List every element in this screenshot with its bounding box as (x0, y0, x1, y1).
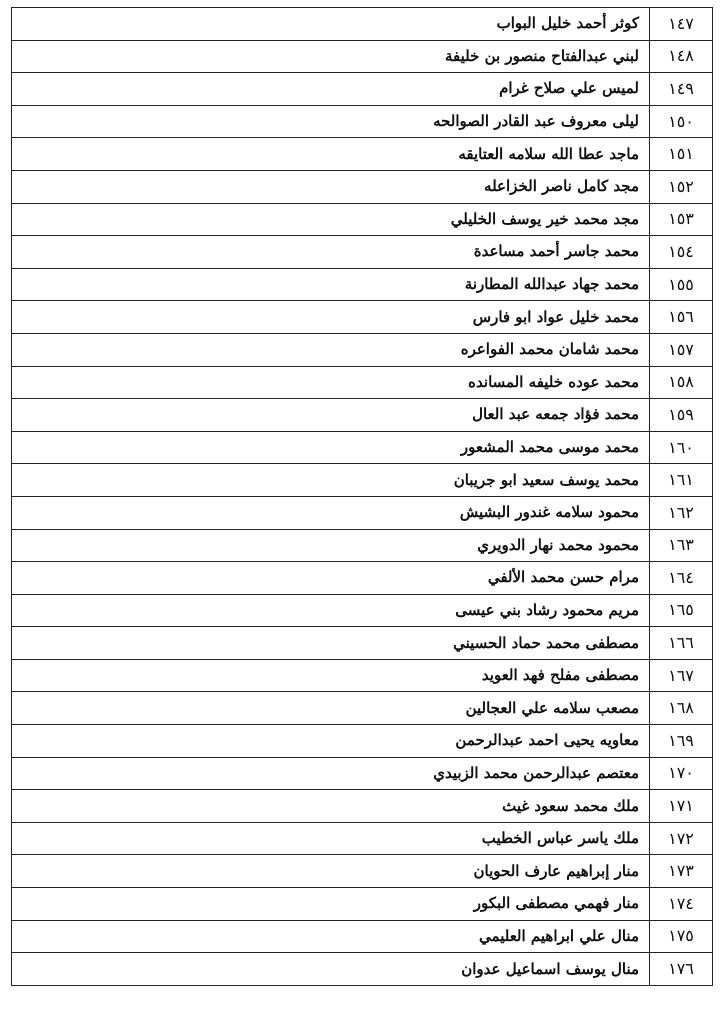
row-number: ١٧٤ (650, 888, 713, 921)
table-row (12, 692, 713, 725)
person-name: ملك ياسر عباس الخطيب (12, 822, 650, 855)
person-name: ماجد عطا الله سلامه العتايقه (12, 138, 650, 171)
person-name: لبني عبدالفتاح منصور بن خليفة (12, 40, 650, 73)
person-name: ملك محمد سعود غيث (12, 790, 650, 823)
table-row (12, 203, 713, 236)
table-row (12, 725, 713, 758)
row-number: ١٤٩ (650, 73, 713, 106)
person-name: محمود محمد نهار الدويري (12, 529, 650, 562)
row-number: ١٦١ (650, 464, 713, 497)
table-row (12, 105, 713, 138)
person-name: محمد خليل عواد ابو فارس (12, 301, 650, 334)
table-row (12, 953, 713, 986)
table-row (12, 496, 713, 529)
table-row (12, 40, 713, 73)
row-number: ١٧٢ (650, 822, 713, 855)
row-number: ١٧٦ (650, 953, 713, 986)
person-name: محمد جاسر أحمد مساعدة (12, 236, 650, 269)
row-number: ١٧٣ (650, 855, 713, 888)
row-number: ١٥١ (650, 138, 713, 171)
table-row (12, 888, 713, 921)
person-name: مرام حسن محمد الألفي (12, 562, 650, 595)
names-table (11, 7, 713, 986)
person-name: مصعب سلامه علي العجالين (12, 692, 650, 725)
person-name: مصطفى محمد حماد الحسيني (12, 627, 650, 660)
person-name: منال يوسف اسماعيل عدوان (12, 953, 650, 986)
row-number: ١٧٠ (650, 757, 713, 790)
row-number: ١٥٧ (650, 333, 713, 366)
row-number: ١٧٥ (650, 920, 713, 953)
person-name: كوثر أحمد خليل البواب (12, 8, 650, 41)
row-number: ١٦٣ (650, 529, 713, 562)
row-number: ١٥٤ (650, 236, 713, 269)
table-row (12, 268, 713, 301)
table-row (12, 399, 713, 432)
row-number: ١٦٠ (650, 431, 713, 464)
table-row (12, 366, 713, 399)
table-row (12, 920, 713, 953)
table-row (12, 138, 713, 171)
person-name: مجد كامل ناصر الخزاعله (12, 170, 650, 203)
person-name: منال علي ابراهيم العليمي (12, 920, 650, 953)
person-name: مصطفى مفلح فهد العويد (12, 659, 650, 692)
person-name: منار إبراهيم عارف الحويان (12, 855, 650, 888)
table-row (12, 562, 713, 595)
person-name: مجد محمد خير يوسف الخليلي (12, 203, 650, 236)
person-name: ليلى معروف عبد القادر الصوالحه (12, 105, 650, 138)
person-name: محمد شامان محمد الفواعره (12, 333, 650, 366)
row-number: ١٤٨ (650, 40, 713, 73)
row-number: ١٦٢ (650, 496, 713, 529)
row-number: ١٥٣ (650, 203, 713, 236)
table-row (12, 790, 713, 823)
names-table-body (12, 8, 713, 986)
table-row (12, 464, 713, 497)
table-row (12, 8, 713, 41)
row-number: ١٦٨ (650, 692, 713, 725)
person-name: مريم محمود رشاد بني عيسى (12, 594, 650, 627)
table-row (12, 333, 713, 366)
person-name: معتصم عبدالرحمن محمد الزبيدي (12, 757, 650, 790)
row-number: ١٥٨ (650, 366, 713, 399)
row-number: ١٧١ (650, 790, 713, 823)
table-row (12, 627, 713, 660)
table-row (12, 757, 713, 790)
row-number: ١٦٩ (650, 725, 713, 758)
table-row (12, 659, 713, 692)
person-name: محمد موسى محمد المشعور (12, 431, 650, 464)
table-row (12, 529, 713, 562)
row-number: ١٥٩ (650, 399, 713, 432)
table-row (12, 301, 713, 334)
person-name: منار فهمي مصطفى البكور (12, 888, 650, 921)
person-name: محمد جهاد عبدالله المطارنة (12, 268, 650, 301)
person-name: محمد فؤاد جمعه عبد العال (12, 399, 650, 432)
row-number: ١٦٥ (650, 594, 713, 627)
table-row (12, 431, 713, 464)
row-number: ١٥٢ (650, 170, 713, 203)
row-number: ١٥٦ (650, 301, 713, 334)
person-name: لميس علي صلاح غرام (12, 73, 650, 106)
person-name: معاويه يحيى احمد عبدالرحمن (12, 725, 650, 758)
row-number: ١٦٧ (650, 659, 713, 692)
row-number: ١٥٠ (650, 105, 713, 138)
table-row (12, 236, 713, 269)
person-name: محمد عوده خليفه المسانده (12, 366, 650, 399)
person-name: محمود سلامه غندور البشيش (12, 496, 650, 529)
row-number: ١٥٥ (650, 268, 713, 301)
table-row (12, 170, 713, 203)
table-row (12, 822, 713, 855)
table-row (12, 594, 713, 627)
person-name: محمد يوسف سعيد ابو جريبان (12, 464, 650, 497)
table-row (12, 855, 713, 888)
row-number: ١٦٦ (650, 627, 713, 660)
row-number: ١٤٧ (650, 8, 713, 41)
row-number: ١٦٤ (650, 562, 713, 595)
table-row (12, 73, 713, 106)
